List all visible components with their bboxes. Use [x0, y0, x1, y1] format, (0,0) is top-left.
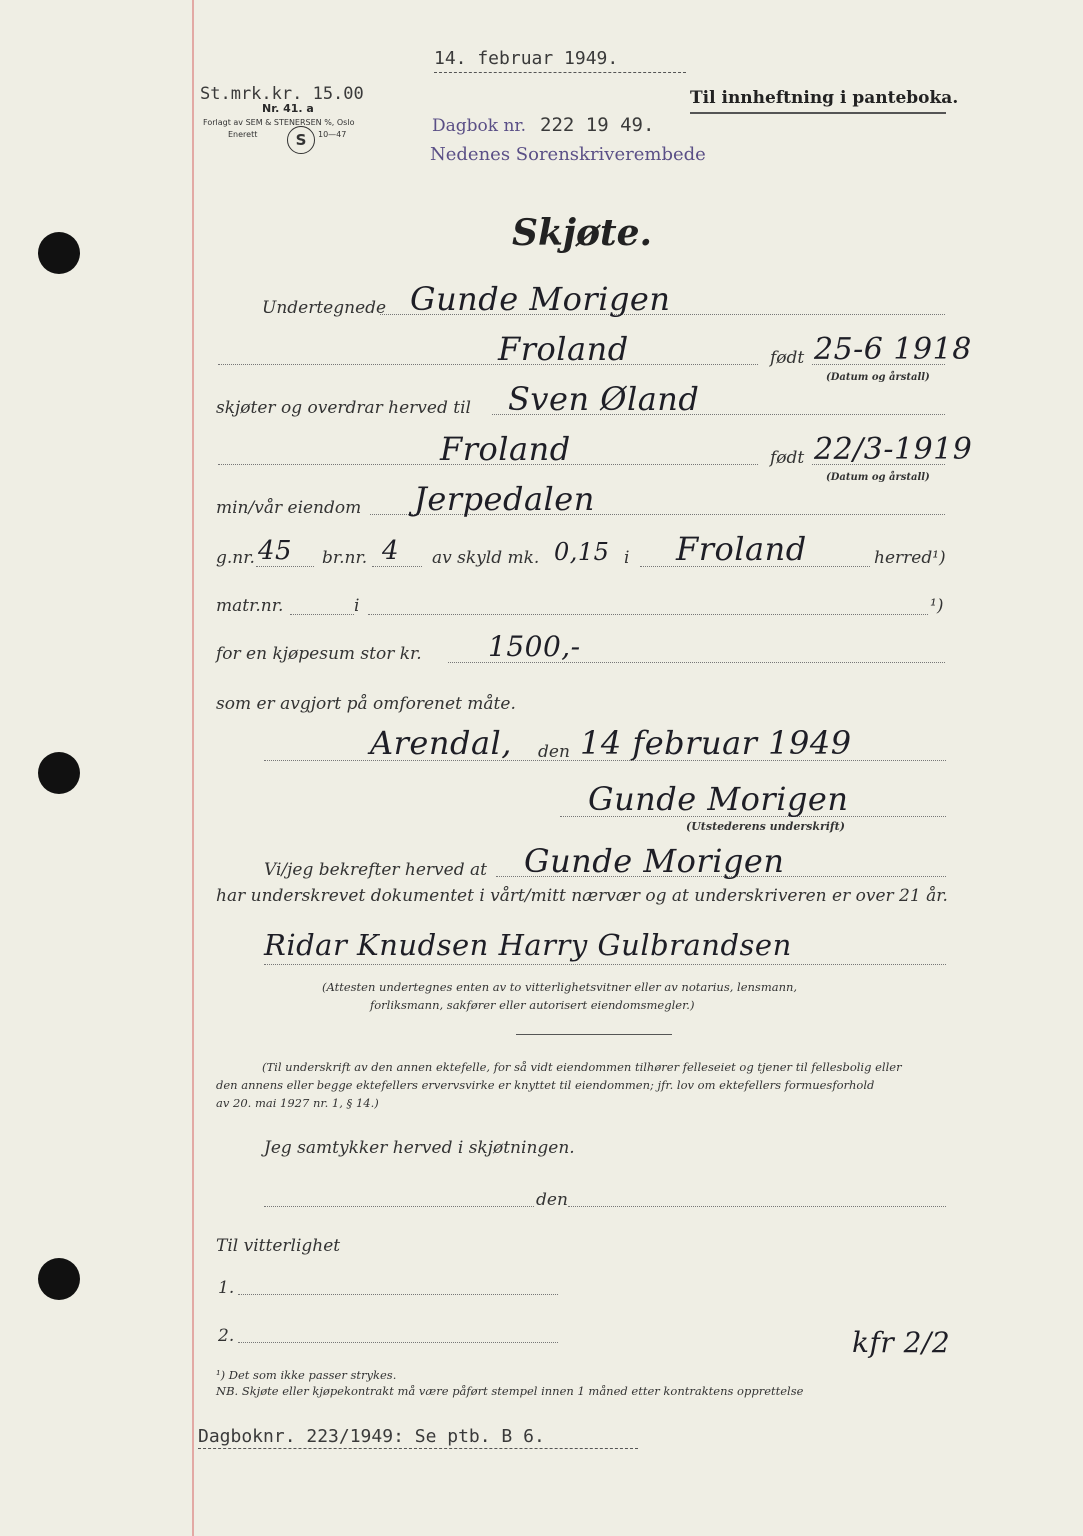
seller-place: Froland: [498, 330, 629, 368]
datum-hint: (Datum og årstall): [826, 472, 930, 483]
eiendom-label: min/vår eiendom: [216, 498, 362, 518]
footnote: ¹) Det som ikke passer strykes.: [216, 1368, 397, 1382]
avgjort-text: som er avgjort på omforenet måte.: [216, 694, 516, 714]
seller-place-line: [218, 364, 758, 365]
vitterlighet-label: Til vitterlighet: [216, 1236, 341, 1256]
spouse-note: den annens eller begge ektefellers ervervsvirke er knyttet til eiendommen; jfr. lov om ektefellers formuesforhold: [216, 1078, 875, 1092]
buyer-born: 22/3-1919: [814, 432, 973, 467]
buyer-place: Froland: [440, 430, 571, 468]
punch-hole: [38, 232, 80, 274]
punch-hole: [38, 1258, 80, 1300]
matr-i-line: [368, 614, 928, 615]
publisher-logo: S: [287, 126, 315, 154]
typed-reference: Dagboknr. 223/1949: Se ptb. B 6.: [198, 1426, 545, 1447]
eiendom-value: Jerpedalen: [414, 480, 595, 518]
document-title: Skjøte.: [512, 212, 653, 254]
margin-line: [192, 0, 194, 1536]
datum-hint: (Datum og årstall): [826, 372, 930, 383]
issuer-signature: Gunde Morigen: [588, 780, 849, 818]
initials: kfr 2/2: [852, 1326, 951, 1359]
dagbok-label: Dagbok nr.: [432, 116, 527, 136]
brnr-label: br.nr.: [322, 548, 368, 568]
punch-hole: [38, 752, 80, 794]
stamp-duty: St.mrk.kr. 15.00: [200, 84, 364, 104]
witness-one-line: [238, 1294, 558, 1295]
matr-line: [290, 614, 354, 615]
divider: [516, 1034, 672, 1035]
gnr-line: [256, 566, 314, 567]
i-label: i: [624, 548, 630, 568]
kjopesum-value: 1500,-: [488, 630, 581, 663]
matr-i: i: [354, 596, 360, 616]
den-label: den: [536, 1190, 568, 1210]
witness-one-label: 1.: [218, 1278, 235, 1298]
skyld-value: 0,15: [554, 538, 610, 566]
kjopesum-label: for en kjøpesum stor kr.: [216, 644, 422, 664]
gnr-value: 45: [258, 536, 293, 566]
undertegnede-label: Undertegnede: [262, 298, 387, 318]
date-underline: [434, 72, 686, 73]
seller-born: 25-6 1918: [814, 332, 972, 367]
herred-value: Froland: [676, 530, 807, 568]
publisher-enerett: Enerett: [228, 130, 258, 139]
right-title: Til innheftning i panteboka.: [690, 88, 959, 108]
witness-line: [264, 964, 946, 965]
seller-name: Gunde Morigen: [410, 280, 671, 318]
witness-two-label: 2.: [218, 1326, 235, 1346]
reference-underline: [198, 1448, 638, 1449]
right-title-underline: [690, 112, 946, 114]
typed-date: 14. februar 1949.: [434, 48, 619, 69]
confirm-text: har underskrevet dokumentet i vårt/mitt nærvær og at underskriveren er over 21 år.: [216, 886, 948, 906]
form-number: Nr. 41. a: [262, 102, 314, 115]
witness-note: (Attesten undertegnes enten av to vitterlighetsvitner eller av notarius, lensmann,: [322, 980, 798, 994]
publisher-line: Forlagt av SEM & STENERSEN %, Oslo: [203, 118, 355, 127]
matr-close: ¹): [930, 596, 944, 616]
matr-label: matr.nr.: [216, 596, 284, 616]
buyer-name: Sven Øland: [508, 380, 700, 418]
place-signed: Arendal,: [370, 724, 512, 762]
office-stamp: Nedenes Sorenskriverembede: [430, 144, 706, 165]
fodt-label: født: [770, 448, 805, 468]
brnr-value: 4: [382, 536, 400, 566]
date-signed: 14 februar 1949: [580, 724, 852, 762]
brnr-line: [372, 566, 422, 567]
spouse-note: av 20. mai 1927 nr. 1, § 14.): [216, 1096, 379, 1110]
confirm-label: Vi/jeg bekrefter herved at: [264, 860, 487, 880]
den-label: den: [538, 742, 570, 762]
consent-place-line: [264, 1206, 534, 1207]
consent-text: Jeg samtykker herved i skjøtningen.: [264, 1138, 575, 1158]
witness-two-line: [238, 1342, 558, 1343]
dagbok-value: 222 19 49.: [540, 114, 655, 136]
transfer-label: skjøter og overdrar herved til: [216, 398, 471, 418]
nb-note: NB. Skjøte eller kjøpekontrakt må være påført stempel innen 1 måned etter kontraktens opprettelse: [216, 1384, 804, 1398]
publisher-code: 10—47: [318, 130, 347, 139]
gnr-label: g.nr.: [216, 548, 255, 568]
witness-note: forliksmann, sakfører eller autorisert eiendomsmegler.): [370, 998, 695, 1012]
spouse-note: (Til underskrift av den annen ektefelle, for så vidt eiendommen tilhører felleseiet og tjener til fellesbolig eller: [262, 1060, 902, 1074]
skyld-label: av skyld mk.: [432, 548, 540, 568]
fodt-label: født: [770, 348, 805, 368]
herred-label: herred¹): [874, 548, 946, 568]
confirm-name: Gunde Morigen: [524, 842, 785, 880]
issuer-caption: (Utstederens underskrift): [686, 820, 845, 833]
consent-signature-line: [568, 1206, 946, 1207]
witness-signatures: Ridar Knudsen Harry Gulbrandsen: [264, 928, 792, 962]
